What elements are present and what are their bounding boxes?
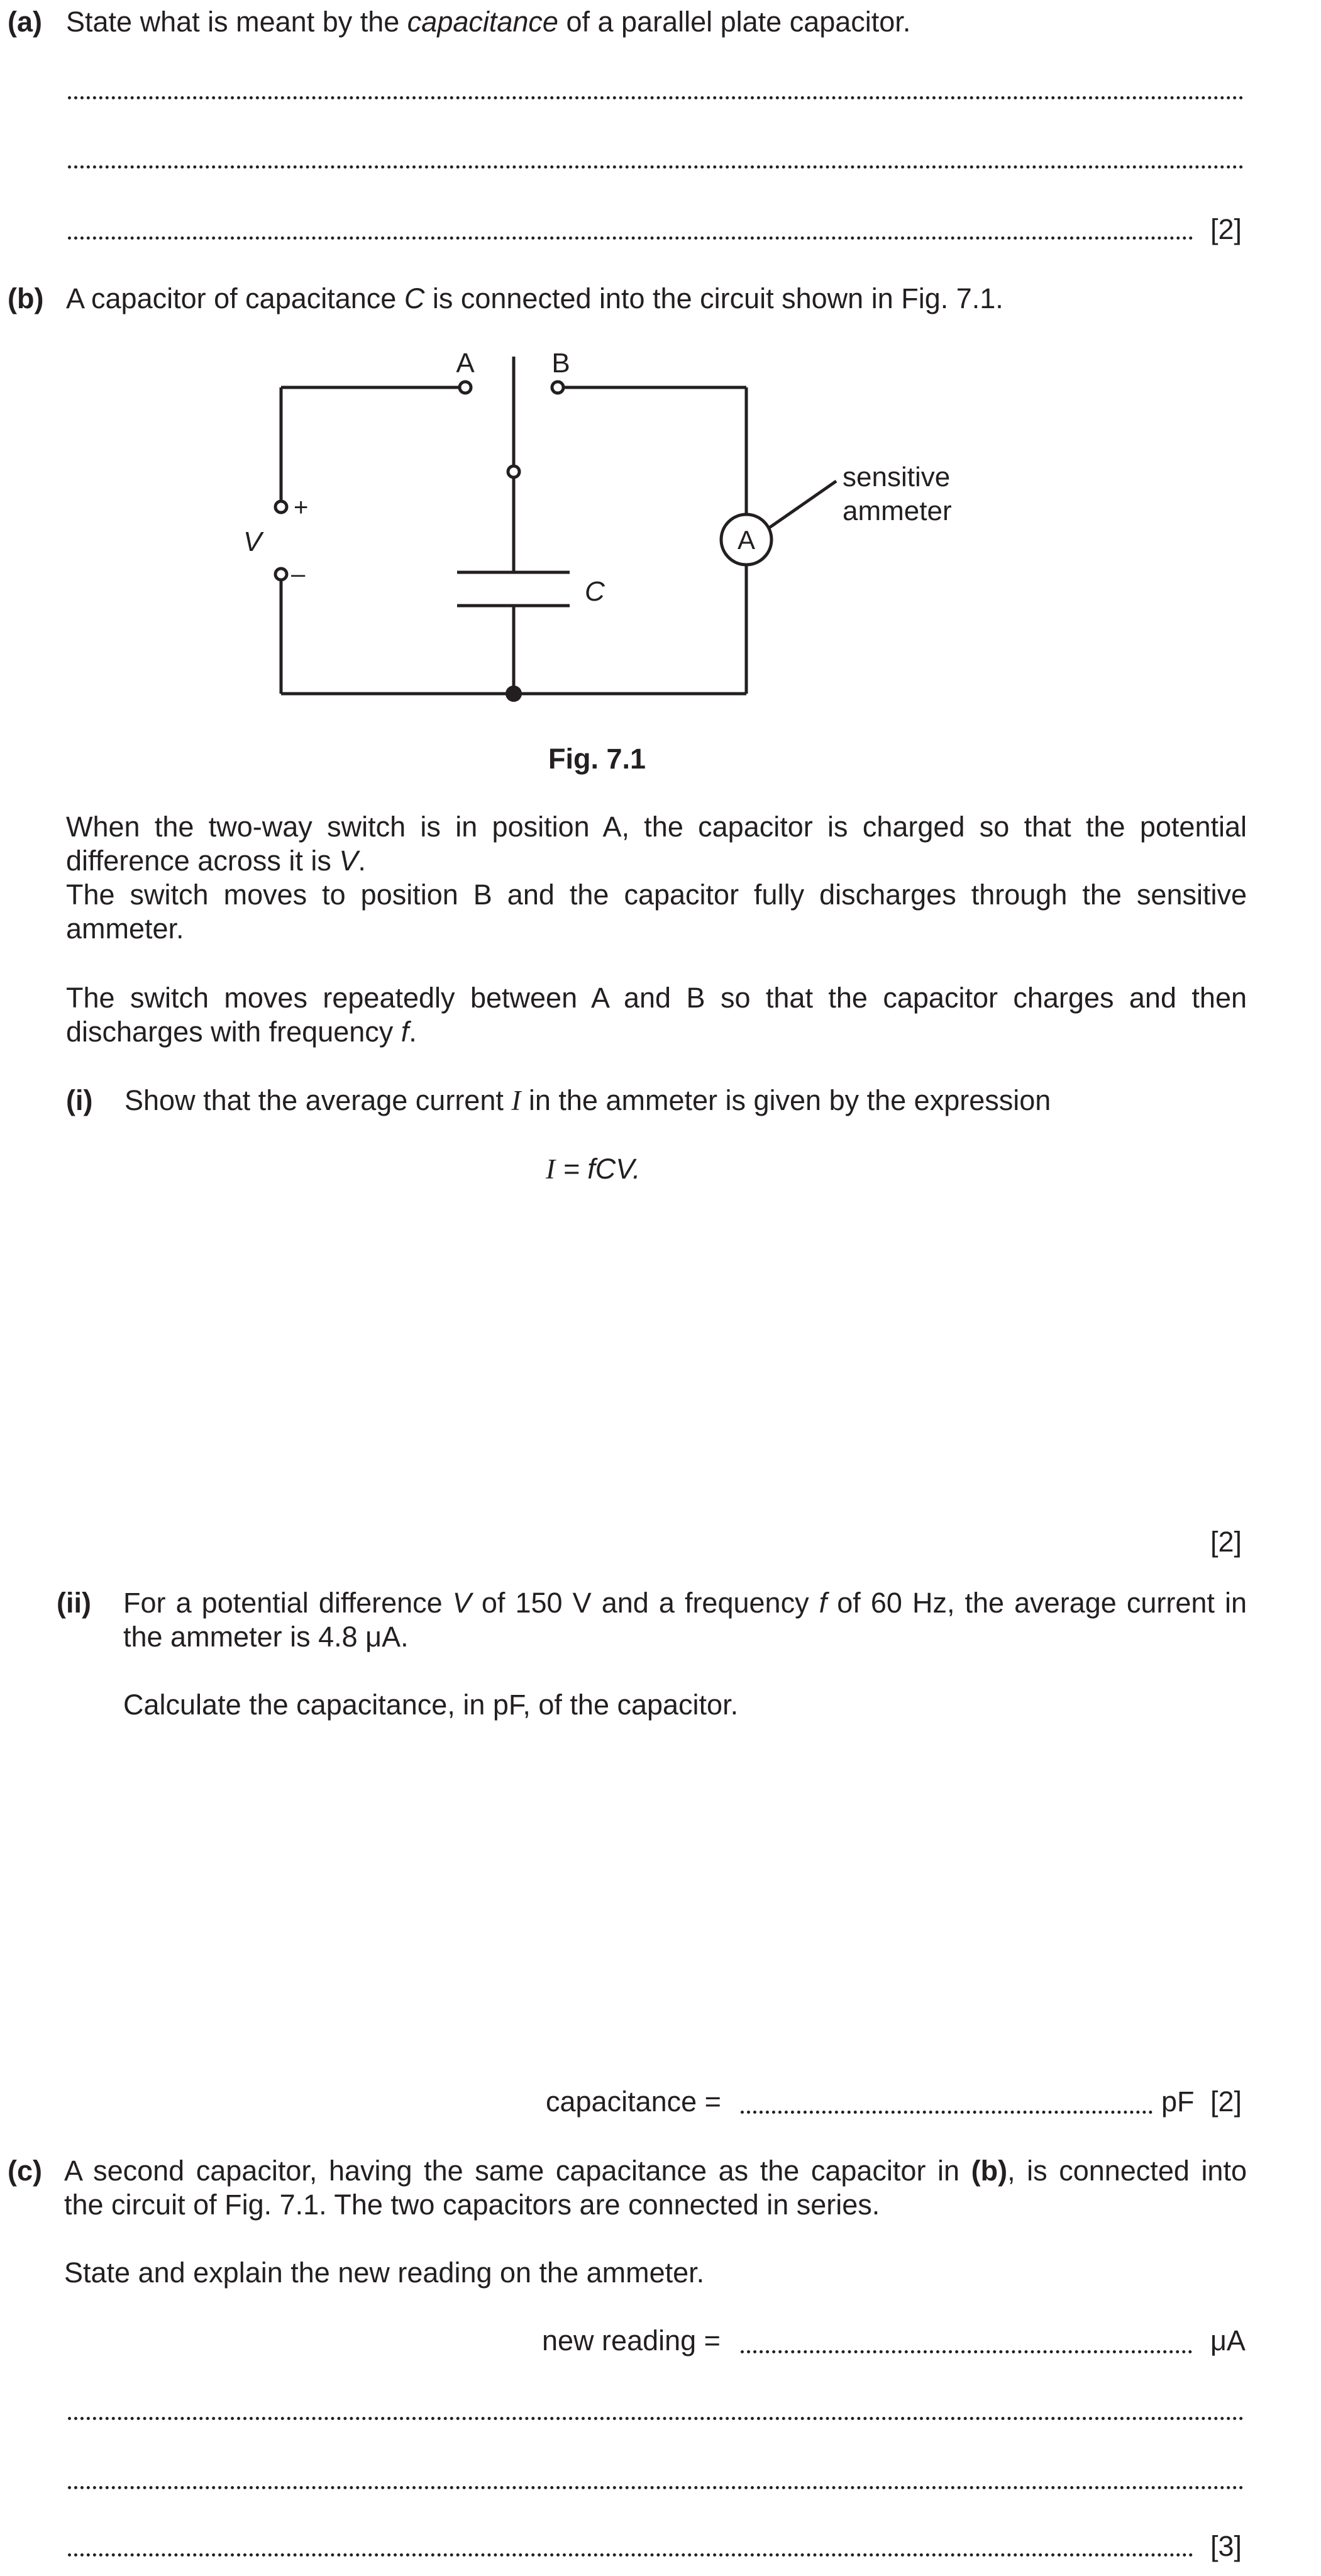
part-c-ref: (b) [971, 2155, 1008, 2187]
part-b-intro-var: C [404, 282, 425, 314]
part-b-paragraph-3-line-2 [66, 1015, 417, 1049]
circuit-diagram [0, 0, 1321, 786]
equation-lhs: I [546, 1153, 555, 1185]
part-b-i-marks: [2] [1210, 1526, 1242, 1558]
plus-sign: + [294, 494, 309, 521]
part-b-ii-marks: [2] [1210, 2085, 1242, 2118]
ammeter-leader [764, 481, 836, 531]
part-b-label: (b) [8, 282, 44, 314]
junction-dot [506, 686, 522, 702]
part-b-ii-instruction: Calculate the capacitance, in pF, of the capacitor. [123, 1689, 739, 1721]
part-c-instruction: State and explain the new reading on the ammeter. [64, 2257, 705, 2289]
part-b-p3-var: f [401, 1016, 409, 1048]
part-b-i-text-end: in the ammeter is given by the expression [521, 1084, 1051, 1116]
part-b-ii-var-f: f [819, 1587, 827, 1619]
minus-sign: – [291, 560, 306, 588]
new-reading-label: new reading = [542, 2324, 721, 2357]
switch-b-label: B [551, 348, 570, 379]
capacitance-unit: pF [1161, 2085, 1195, 2118]
part-b-ii-line-1 [123, 1586, 1247, 1620]
terminal-negative [275, 569, 287, 580]
capacitance-answer-field[interactable] [741, 2111, 1152, 2114]
part-a-label: (a) [8, 6, 42, 38]
part-b-p1-text: difference across it is [66, 845, 340, 877]
part-b-paragraph-1-line-2 [66, 844, 366, 878]
part-b-paragraph-2-line-2: ammeter. [66, 913, 184, 945]
terminal-b [552, 382, 563, 393]
part-b-ii-text-c: of 60 Hz, the average current in [827, 1587, 1247, 1619]
capacitor-label: C [585, 576, 605, 607]
part-b-paragraph-2-line-1: The switch moves to position B and the capacitor fully discharges through the sensitive [66, 879, 1247, 911]
supply-voltage-label: V [243, 526, 262, 557]
terminal-positive [275, 501, 287, 513]
part-c-answer-line-2[interactable] [68, 2486, 1244, 2489]
terminal-a [460, 382, 471, 393]
figure-caption: Fig. 7.1 [548, 743, 646, 775]
new-reading-unit: μA [1210, 2324, 1246, 2357]
part-b-i-text: Show that the average current [124, 1084, 512, 1116]
part-b-paragraph-3-line-1: The switch moves repeatedly between A and B so that the capacitor charges and then [66, 982, 1247, 1014]
part-a-question-text-end: of a parallel plate capacitor. [558, 6, 911, 38]
ammeter-label-line2: ammeter [843, 496, 952, 526]
part-c-answer-line-3[interactable] [68, 2553, 1193, 2557]
part-b-p3-end: . [409, 1016, 417, 1048]
capacitance-answer-label: capacitance = [546, 2085, 721, 2118]
part-b-i-question [124, 1084, 1051, 1118]
part-a-marks: [2] [1210, 213, 1242, 245]
equation-rhs: = fCV. [555, 1153, 641, 1185]
part-c-text-b: , is connected into [1007, 2155, 1247, 2187]
part-b-paragraph-1-line-1: When the two-way switch is in position A, the capacitor is charged so that the potential [66, 811, 1247, 843]
terminal-switch-pivot [508, 466, 519, 477]
part-b-ii-line-2: the ammeter is 4.8 μA. [123, 1621, 409, 1653]
part-c-answer-line-1[interactable] [68, 2417, 1244, 2420]
part-b-i-var: I [511, 1085, 521, 1116]
part-b-p1-var: V [339, 845, 358, 877]
part-a-question-text: State what is meant by the [66, 6, 407, 38]
ammeter-label-line1: sensitive [843, 462, 951, 492]
part-b-ii-text-a: For a potential difference [123, 1587, 453, 1619]
part-c-label: (c) [8, 2155, 42, 2187]
part-b-p3-text: discharges with frequency [66, 1016, 401, 1048]
part-c-line-1 [64, 2154, 1247, 2188]
new-reading-answer-field[interactable] [741, 2350, 1192, 2353]
part-b-i-equation [546, 1152, 640, 1186]
part-b-intro-text: A capacitor of capacitance [66, 282, 404, 314]
part-b-i-label: (i) [66, 1084, 93, 1116]
part-b-ii-text-b: of 150 V and a frequency [471, 1587, 819, 1619]
part-b-ii-label: (ii) [57, 1587, 91, 1619]
ammeter-symbol: A [737, 525, 756, 555]
part-b-intro-text-end: is connected into the circuit shown in Fig. 7.1. [424, 282, 1003, 314]
part-c-text-a: A second capacitor, having the same capacitance as the capacitor in [64, 2155, 971, 2187]
switch-a-label: A [456, 348, 475, 379]
part-c-line-2: the circuit of Fig. 7.1. The two capacitors are connected in series. [64, 2189, 880, 2221]
part-a-question-term: capacitance [407, 6, 558, 38]
part-b-ii-var-v: V [452, 1587, 472, 1619]
part-c-marks: [3] [1210, 2530, 1242, 2562]
part-b-p1-end: . [358, 845, 366, 877]
